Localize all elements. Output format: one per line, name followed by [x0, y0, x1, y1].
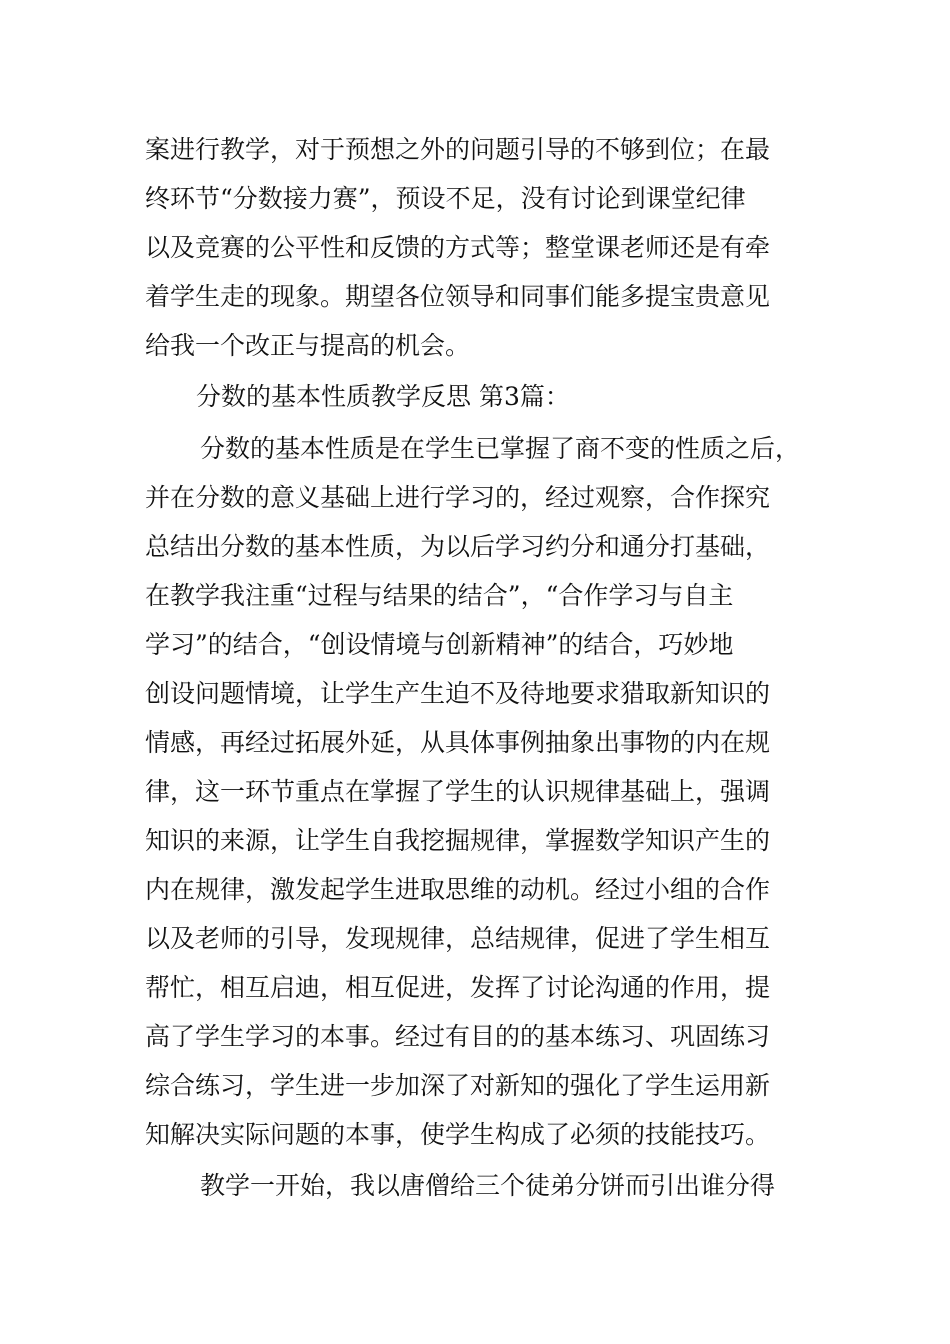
text-line: 综合练习，学生进一步加深了对新知的强化了学生运用新 [145, 1071, 771, 1100]
text-line: 终环节“分数接力赛”，预设不足，没有讨论到课堂纪律 [145, 184, 746, 213]
text-line: 帮忙，相互启迪，相互促进，发挥了讨论沟通的作用，提 [145, 973, 771, 1002]
text-line: 知解决实际问题的本事，使学生构成了必须的技能技巧。 [145, 1120, 771, 1149]
text-line: 教学一开始，我以唐僧给三个徒弟分饼而引出谁分得 [200, 1171, 776, 1200]
text-line: 情感，再经过拓展外延，从具体事例抽象出事物的内在规 [145, 728, 771, 757]
text-line: 案进行教学，对于预想之外的问题引导的不够到位；在最 [145, 135, 771, 164]
text-line: 内在规律，激发起学生进取思维的动机。经过小组的合作 [145, 875, 771, 904]
text-line: 创设问题情境，让学生产生迫不及待地要求猎取新知识的 [145, 679, 771, 708]
text-line: 给我一个改正与提高的机会。 [145, 331, 471, 360]
text-line: 总结出分数的基本性质，为以后学习约分和通分打基础， [145, 532, 771, 561]
text-line: 以及老师的引导，发现规律，总结规律，促进了学生相互 [145, 924, 771, 953]
text-line: 并在分数的意义基础上进行学习的，经过观察，合作探究 [145, 483, 771, 512]
section-heading: 分数的基本性质教学反思 第3篇： [196, 382, 570, 411]
text-line: 在教学我注重“过程与结果的结合”，“合作学习与自主 [145, 581, 734, 610]
text-line: 学习”的结合，“创设情境与创新精神”的结合，巧妙地 [145, 630, 734, 659]
text-line: 分数的基本性质是在学生已掌握了商不变的性质之后， [200, 434, 801, 463]
text-line: 高了学生学习的本事。经过有目的的基本练习、巩固练习 [145, 1022, 771, 1051]
text-line: 律，这一环节重点在掌握了学生的认识规律基础上，强调 [145, 777, 771, 806]
text-line: 知识的来源，让学生自我挖掘规律，掌握数学知识产生的 [145, 826, 771, 855]
text-line: 以及竞赛的公平性和反馈的方式等；整堂课老师还是有牵 [145, 233, 771, 262]
text-line: 着学生走的现象。期望各位领导和同事们能多提宝贵意见 [145, 282, 771, 311]
